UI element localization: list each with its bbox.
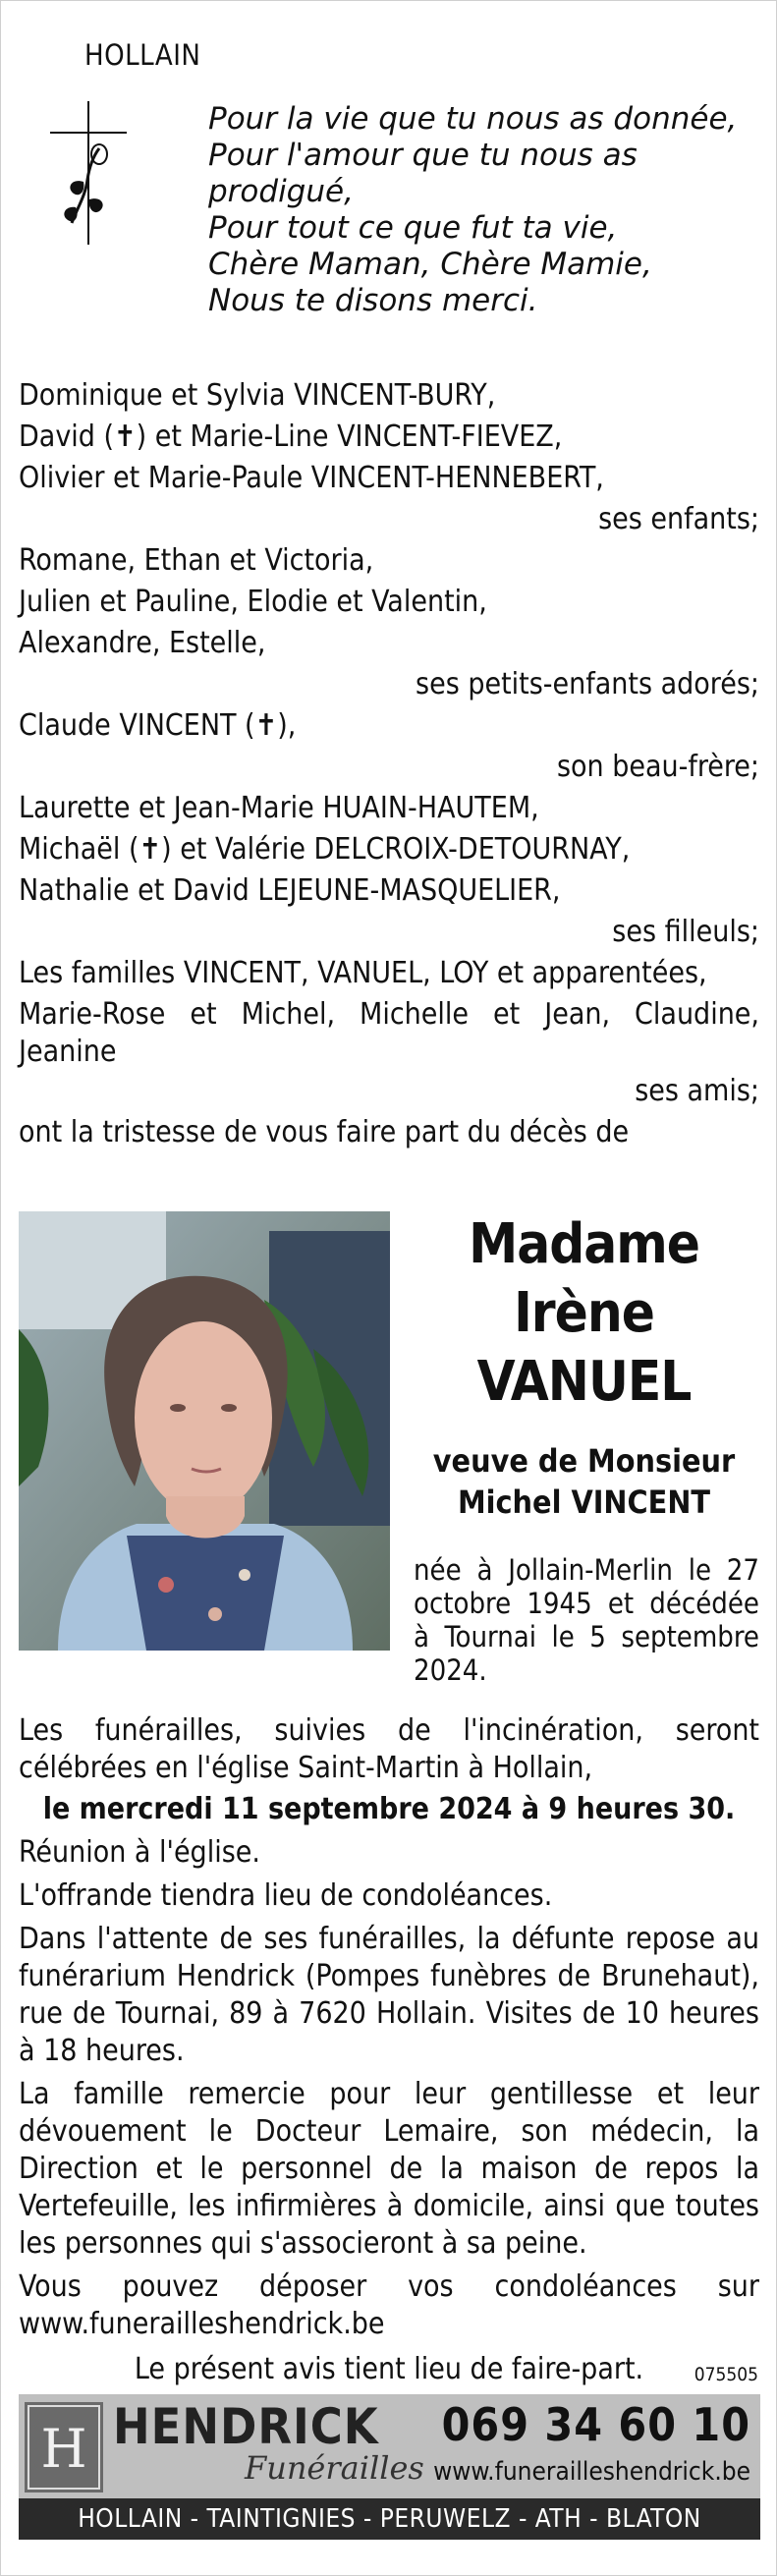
poem-line: Nous te disons merci. xyxy=(208,283,538,318)
funeral-home-name: HENDRICK xyxy=(113,2398,379,2455)
relation-label: ses petits-enfants adorés; xyxy=(416,667,759,701)
deceased-first-name: Irène xyxy=(514,1281,654,1345)
poem-line: prodigué, xyxy=(208,174,354,209)
funeral-meeting: Réunion à l'église. xyxy=(19,1835,260,1870)
faire-part-notice: Le présent avis tient lieu de faire-part. xyxy=(134,2352,644,2386)
family-list xyxy=(19,375,759,1153)
family-line: Claude VINCENT (✝), xyxy=(19,708,297,743)
family-line: Alexandre, Estelle, xyxy=(19,626,266,660)
deceased-last-name: VANUEL xyxy=(476,1350,692,1414)
town-label: HOLLAIN xyxy=(84,38,201,72)
family-thanks: La famille remercie pour leur gentillesse et leur dévouement le Docteur Lemaire, son médecin, la Direction et le personnel de la maison de repos la Vertefeuille, les infirmières à domicile, ainsi que toutes les personnes qui s'associeront à sa peine. xyxy=(19,2077,759,2261)
family-line: Olivier et Marie-Paule VINCENT-HENNEBERT, xyxy=(19,461,604,495)
deceased-title: Madame xyxy=(469,1212,699,1276)
funeral-home-subtitle: Funérailles xyxy=(245,2449,424,2487)
friends-names: Marie-Rose et Michel, Michelle et Jean, Claudine, Jeanine xyxy=(19,997,759,1069)
funeral-date: le mercredi 11 septembre 2024 à 9 heures 30. xyxy=(42,1792,736,1826)
locations-bar: HOLLAIN - TAINTIGNIES - PERUWELZ - ATH - BLATON xyxy=(19,2498,760,2540)
phone-number: 069 34 60 10 xyxy=(441,2398,750,2451)
funeral-offering: L'offrande tiendra lieu de condoléances. xyxy=(19,1878,553,1913)
poem xyxy=(208,101,737,319)
family-line: Nathalie et David LEJEUNE-MASQUELIER, xyxy=(19,873,561,908)
family-line: Julien et Pauline, Elodie et Valentin, xyxy=(19,585,487,619)
poem-line: Pour l'amour que tu nous as xyxy=(208,138,638,173)
poem-line: Pour tout ce que fut ta vie, xyxy=(208,210,618,246)
poem-line: Pour la vie que tu nous as donnée, xyxy=(208,101,738,137)
funeral-repose: Dans l'attente de ses funérailles, la défunte repose au funérarium Hendrick (Pompes funèbres de Brunehaut), rue de Tournai, 89 à 7620 Hollain. Visites de 10 heures à 18 heures. xyxy=(19,1922,759,2068)
birth-death-details: née à Jollain-Merlin le 27 octobre 1945 et décédée à Tournai le 5 septembre 2024. xyxy=(414,1553,759,1687)
relation-label: ses filleuls; xyxy=(612,915,759,949)
relation-label: ses enfants; xyxy=(598,502,759,536)
announcement: ont la tristesse de vous faire part du décès de xyxy=(19,1115,630,1149)
family-line: Michaël (✝) et Valérie DELCROIX-DETOURNAY, xyxy=(19,832,631,867)
family-line: Laurette et Jean-Marie HUAIN-HAUTEM, xyxy=(19,791,539,825)
logo-letter: H xyxy=(40,2418,87,2480)
family-line: Dominique et Sylvia VINCENT-BURY, xyxy=(19,378,496,413)
cross-with-rose-icon xyxy=(44,97,133,254)
family-line: David (✝) et Marie-Line VINCENT-FIEVEZ, xyxy=(19,420,563,454)
hendrick-logo xyxy=(25,2402,103,2492)
funeral-home-banner xyxy=(19,2394,760,2540)
funeral-details xyxy=(19,1712,759,2388)
website-link[interactable]: www.funerailleshendrick.be xyxy=(433,2457,750,2487)
reference-number: 075505 xyxy=(694,2364,758,2385)
poem-line: Chère Maman, Chère Mamie, xyxy=(208,247,652,282)
widow-line: Michel VINCENT xyxy=(457,1484,711,1521)
funeral-intro: Les funérailles, suivies de l'incinération, seront célébrées en l'église Saint-Martin à Hollain, xyxy=(19,1713,759,1785)
relation-label: son beau-frère; xyxy=(556,750,759,784)
widow-line: veuve de Monsieur xyxy=(432,1442,736,1480)
condolences-info: Vous pouvez déposer vos condoléances sur www.funerailleshendrick.be xyxy=(19,2269,759,2341)
relation-label: ses amis; xyxy=(635,1074,759,1108)
family-line: Les familles VINCENT, VANUEL, LOY et apparentées, xyxy=(19,956,707,990)
family-line: Romane, Ethan et Victoria, xyxy=(19,543,374,578)
deceased-photo xyxy=(19,1211,390,1651)
